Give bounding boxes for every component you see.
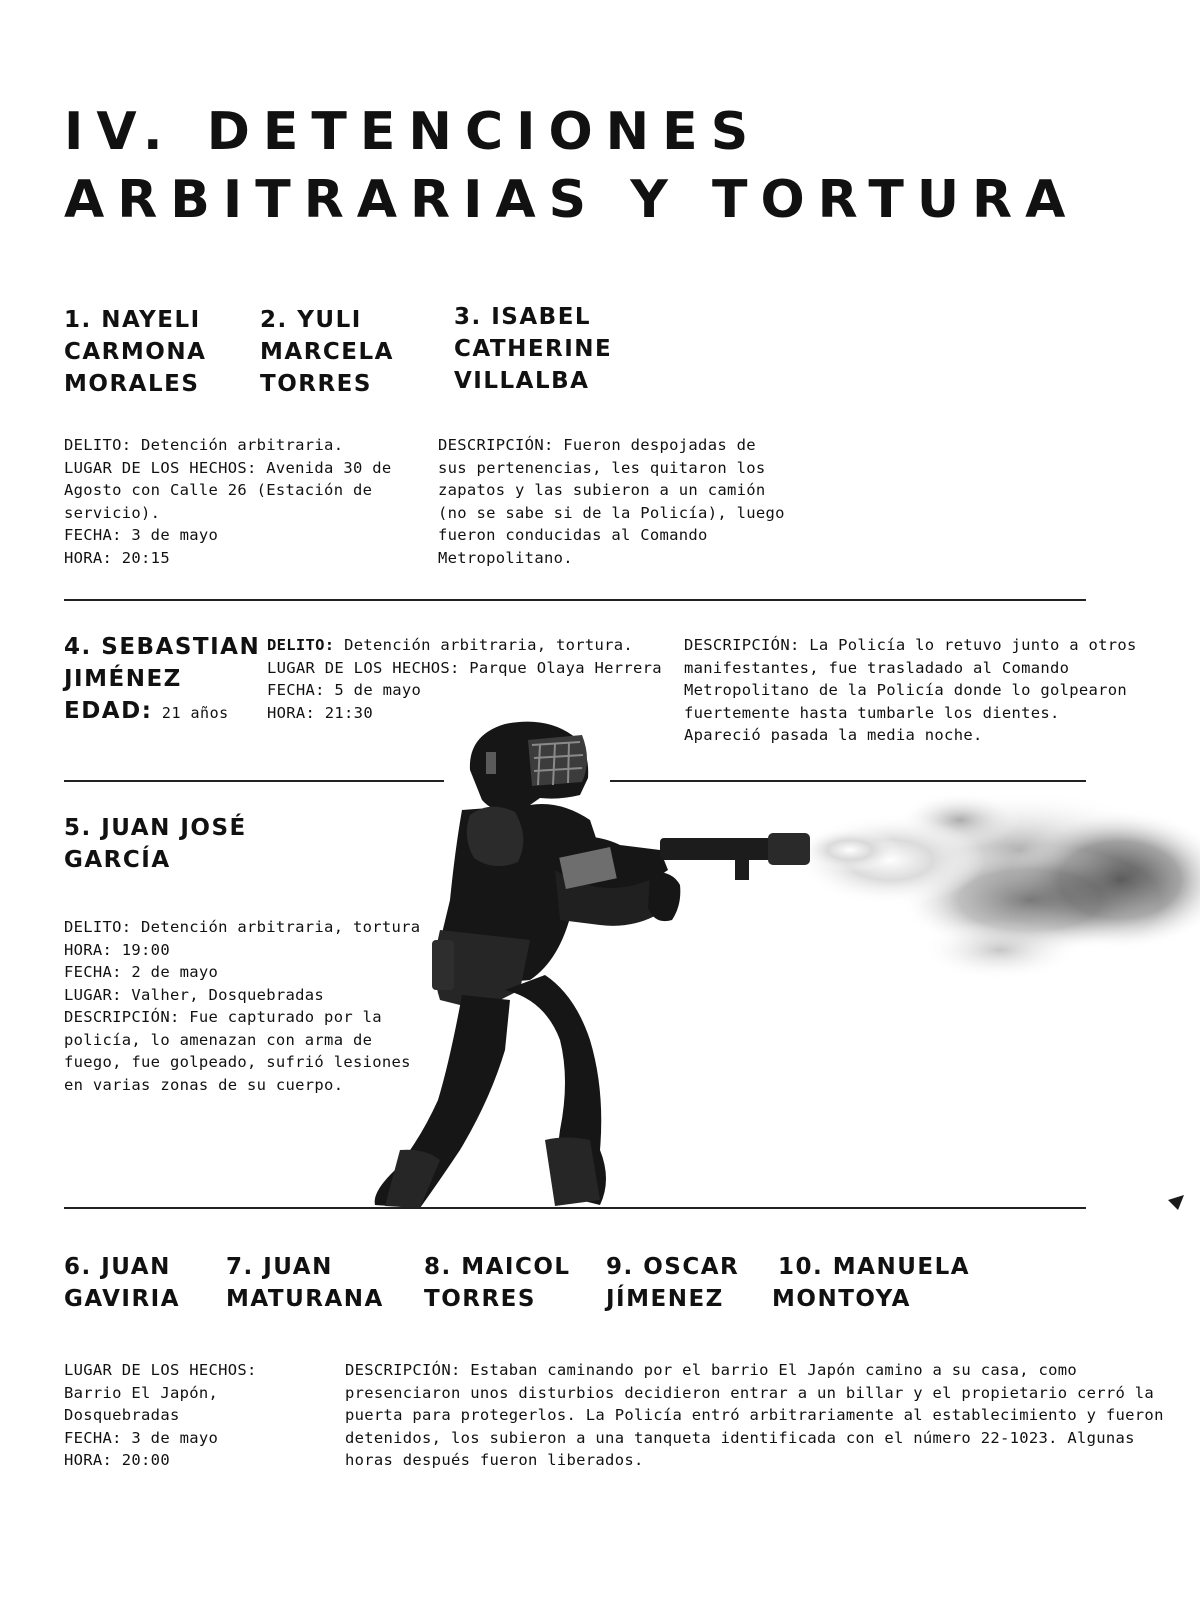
case-1-details: DELITO: Detención arbitraria. LUGAR DE LOS HECHOS: Avenida 30 de Agosto con Calle 26 (Estación de servicio). FECHA: 3 de mayo HORA: 20:15 (64, 436, 392, 567)
age-label: EDAD: (64, 698, 153, 724)
page-title-line-1: IV. DETENCIONES (64, 102, 762, 162)
person-name-4: 4. SEBASTIAN JIMÉNEZ EDAD: 21 años (64, 631, 260, 729)
person-name-5: 5. JUAN JOSÉ GARCÍA (64, 815, 247, 873)
person-name-9: 9. OSCAR JÍMENEZ (606, 1254, 740, 1312)
person-name-6: 6. JUAN GAVIRIA (64, 1254, 181, 1312)
person-name-7: 7. JUAN MATURANA (226, 1254, 384, 1312)
age-value: 21 años (161, 704, 229, 722)
police-figure (375, 722, 810, 1208)
case-1-description: DESCRIPCIÓN: Fueron despojadas de sus pertenencias, les quitaron los zapatos y las subieron a un camión (no se sabe si de la Policía), luego fueron conducidas al Comando Metropolitano. (438, 436, 785, 567)
person-name-8: 8. MAICOL TORRES (424, 1254, 571, 1312)
smoke-plume (795, 790, 1200, 980)
case-4-details: DELITO: Detención arbitraria, tortura. LUGAR DE LOS HECHOS: Parque Olaya Herrera FECHA: 5 de mayo HORA: 21:30 (267, 636, 662, 722)
case-4-delito: DELITO: Detención arbitraria, tortura. (267, 636, 634, 654)
case-5-details: DELITO: Detención arbitraria, tortura HORA: 19:00 FECHA: 2 de mayo LUGAR: Valher, Dosquebradas DESCRIPCIÓN: Fue capturado por la policía, lo amenazan con arma de fuego, fue golpeado, sufrió lesiones en varias zonas de su cuerpo. (64, 918, 421, 1094)
person-name-1: 1. NAYELI CARMONA MORALES (64, 307, 207, 397)
page-title-line-2: ARBITRARIAS Y TORTURA (64, 170, 1079, 230)
person-name-10: 10. MANUELA MONTOYA (772, 1254, 971, 1312)
case-4-description: DESCRIPCIÓN: La Policía lo retuvo junto a otros manifestantes, fue trasladado al Comando Metropolitano de la Policía donde lo golpearon fuertemente hasta tumbarle los dientes. Apareció pasada la media noche. (684, 636, 1137, 744)
section-divider-3 (64, 1207, 1086, 1209)
person-name-2: 2. YULI MARCELA TORRES (260, 307, 394, 397)
page-edge-fragment (1168, 1195, 1184, 1210)
case-6-description: DESCRIPCIÓN: Estaban caminando por el barrio El Japón camino a su casa, como presenciaron unos disturbios decidieron entrar a un billar y el propietario cerró la puerta para protegerlos. La Policía entró arbitrariamente al establecimiento y fueron detenidos, los subieron a una tanqueta identificada con el número 22-1023. Algunas horas después fueron liberados. (345, 1361, 1164, 1469)
person-name-3: 3. ISABEL CATHERINE VILLALBA (454, 304, 613, 394)
case-6-details: LUGAR DE LOS HECHOS: Barrio El Japón, Dosquebradas FECHA: 3 de mayo HORA: 20:00 (64, 1361, 257, 1469)
